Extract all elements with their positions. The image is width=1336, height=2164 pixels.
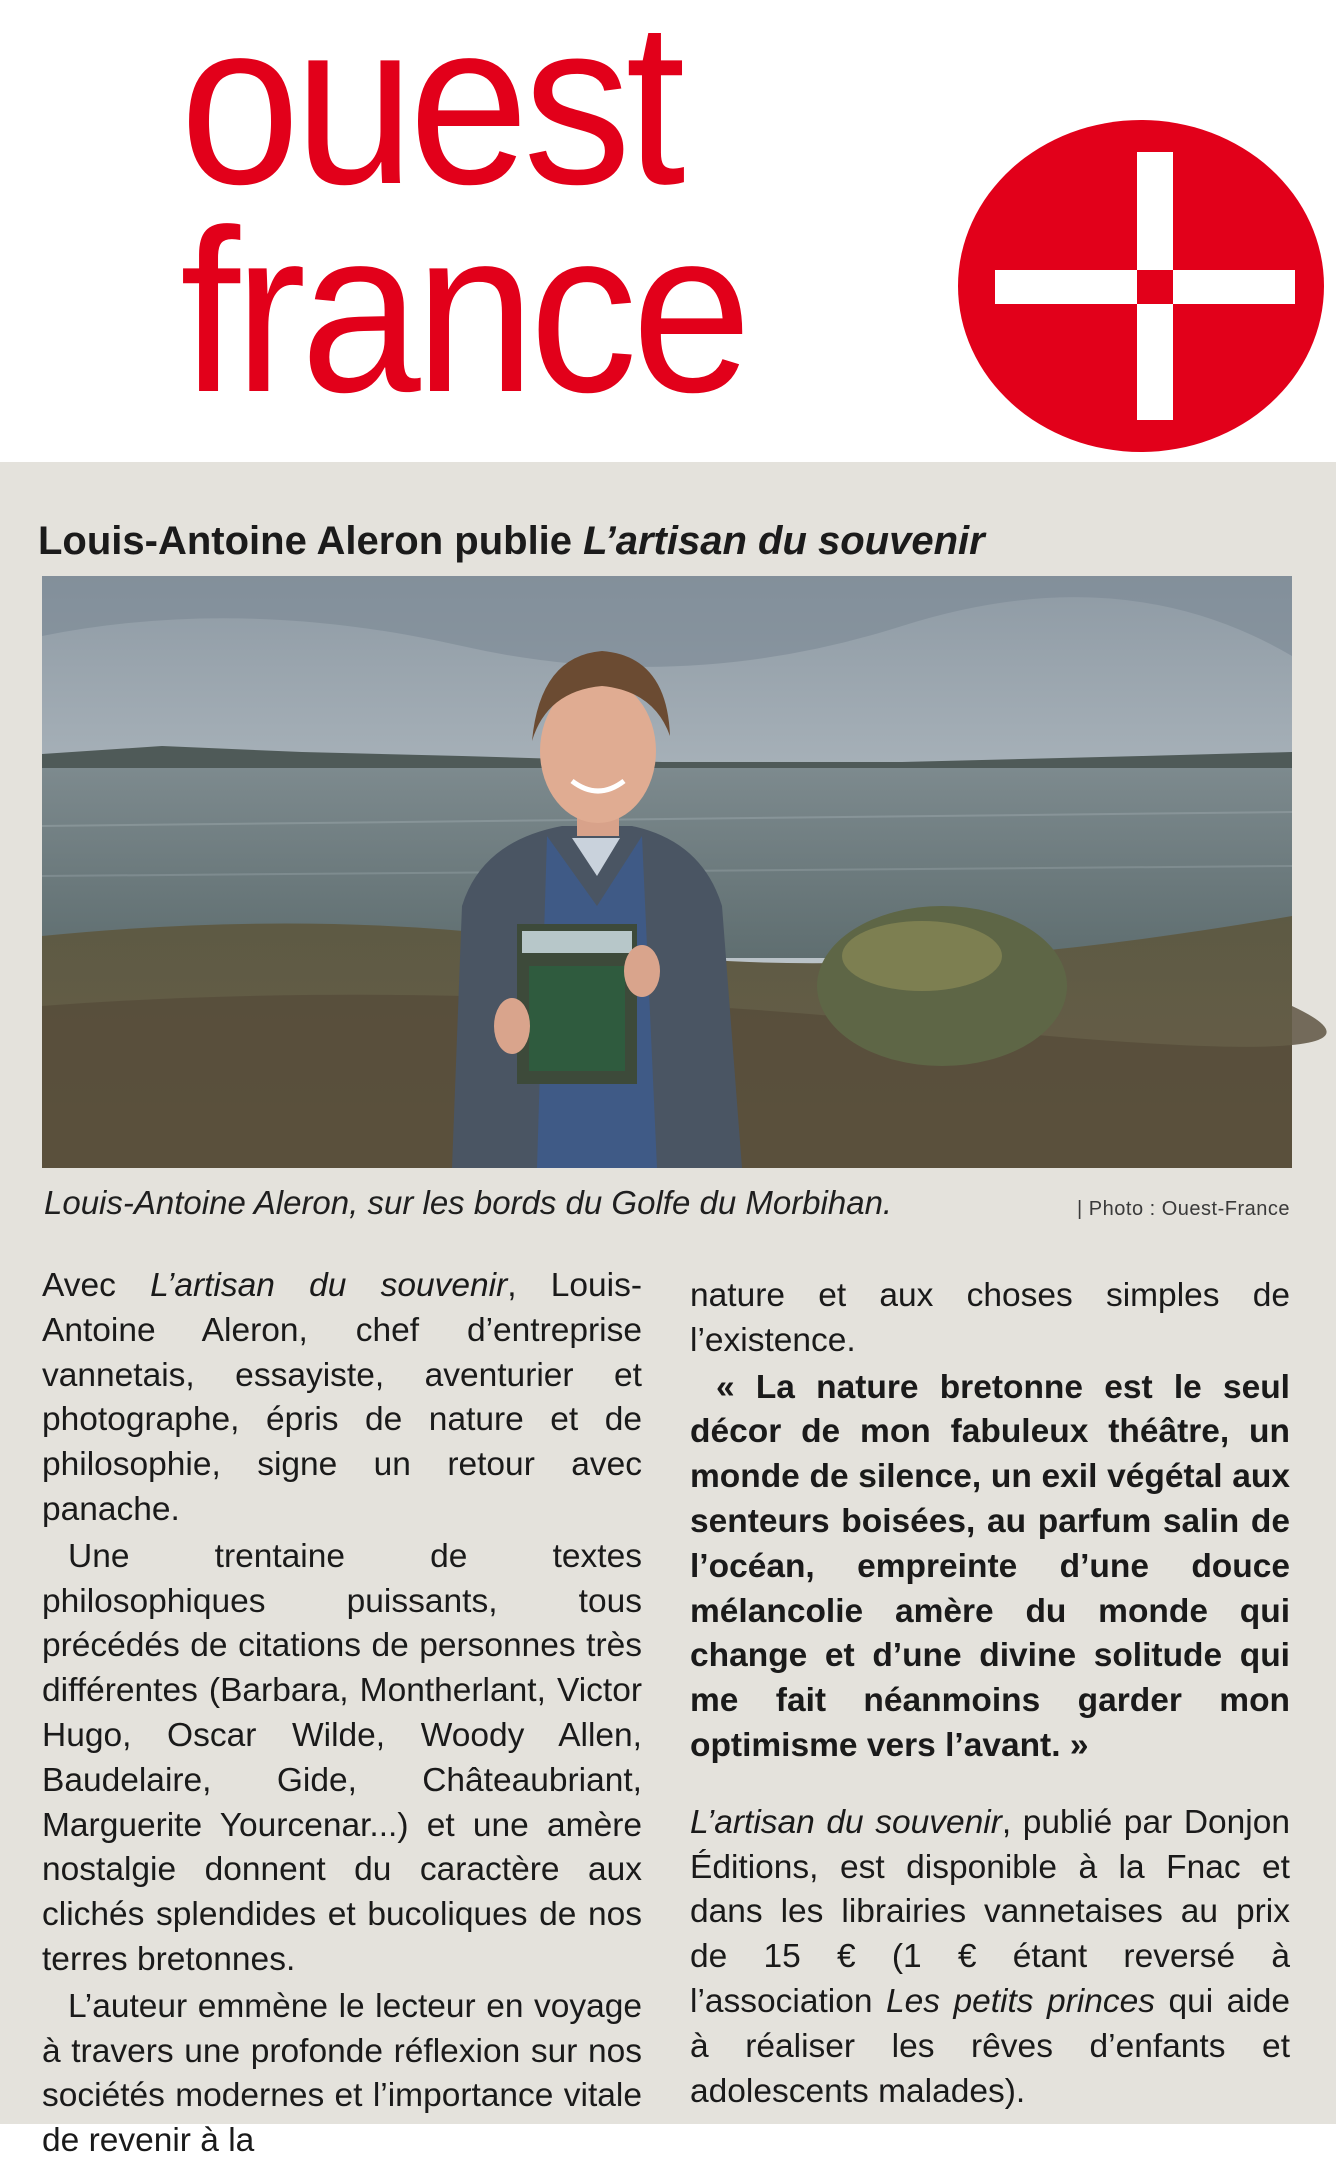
paragraph-continuation: nature et aux choses simples de l’existence. <box>690 1277 1290 1359</box>
paragraph-texts: Une trentaine de textes philosophiques puissants, tous précédés de citations de personnes très différentes (Barbara, Montherlant, Victor Hugo, Oscar Wilde, Woody Allen, Baudelaire, Gide, Châteaubriant, Marguerite Yourcenar...) et une amère nostalgie donnent du caractère aux clichés splendides et bucoliques de nos terres bretonnes. <box>42 1537 642 1978</box>
brand-wordmark-line1: ouest <box>180 0 680 233</box>
paragraph-journey: L’auteur emmène le lecteur en voyage à travers une profonde réflexion sur nos sociétés modernes et l’importance vitale de revenir à la <box>42 1987 642 2160</box>
intro-book-title: L’artisan du souvenir <box>150 1267 508 1304</box>
photo-caption: Louis-Antoine Aleron, sur les bords du Golfe du Morbihan. <box>44 1184 893 1221</box>
paragraph-availability <box>690 1801 1290 2115</box>
masthead <box>0 0 1336 462</box>
newspaper-clipping <box>0 462 1336 2160</box>
intro-after: , Louis-Antoine Aleron, chef d’entreprise vannetais, essayiste, aventurier et photographe, épris de nature et de philosophie, signe un retour avec panache. <box>42 1267 643 1528</box>
ouest-france-cross-logo-icon <box>955 118 1327 454</box>
article-headline <box>38 519 985 564</box>
availability-book-title: L’artisan du souvenir <box>690 1803 1002 1841</box>
headline-book-title: L’artisan du souvenir <box>583 518 985 563</box>
article-column-right <box>690 1274 1290 2114</box>
association-name: Les petits princes <box>885 1982 1155 2020</box>
brand-wordmark-line2: france <box>180 182 747 441</box>
availability-end: qui aide à réaliser les rêves d’enfants et adolescents malades). <box>690 1982 1290 2110</box>
article-column-left <box>42 1264 642 2164</box>
article-photo <box>42 576 1292 1168</box>
photo-illustration <box>42 576 1292 1168</box>
paragraph-intro <box>42 1264 642 1533</box>
headline-text: Louis-Antoine Aleron publie <box>38 518 584 563</box>
intro-before: Avec <box>42 1267 151 1304</box>
availability-text: , publié par Donjon Éditions, est disponible à la Fnac et dans les librairies vannetaises au prix de 15 € (1 € étant reversé à l’association <box>690 1803 1290 2020</box>
photo-credit: | Photo : Ouest-France <box>1077 1198 1290 1220</box>
author-quote: « La nature bretonne est le seul décor de mon fabuleux théâtre, un monde de silence, un exil végétal aux senteurs boisées, au parfum salin de l’océan, empreinte d’une douce mélancolie amère du monde qui change et d’une divine solitude qui me fait néanmoins garder mon optimisme vers l’avant. » <box>690 1368 1290 1764</box>
